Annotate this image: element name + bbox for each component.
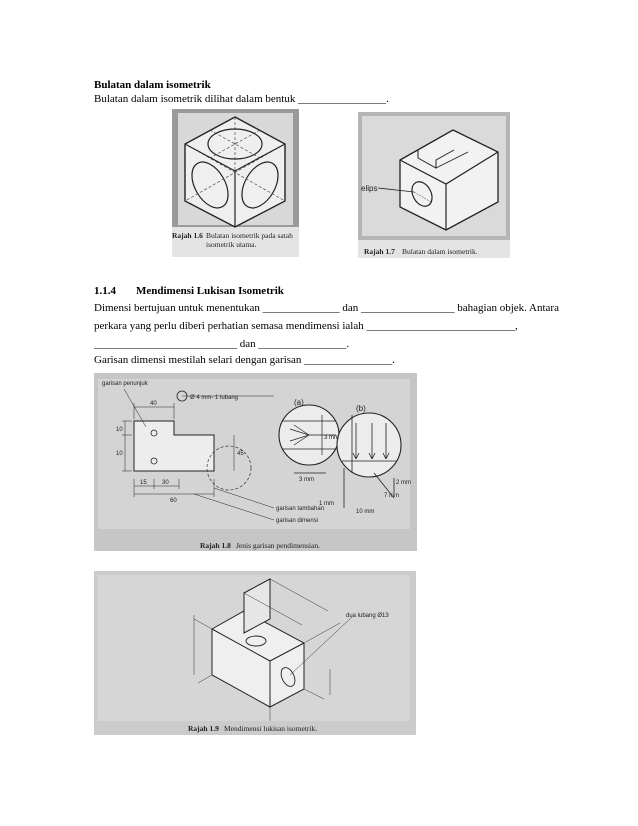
leader-line-label: garisan penunjuk xyxy=(102,381,148,387)
circle-question-line: Bulatan dalam isometrik dilihat dalam bentuk ________________. xyxy=(94,93,389,105)
figure-1-7 xyxy=(358,112,510,258)
extension-line-label: garisan tambahan xyxy=(276,506,325,512)
fig17-caption-text: Bulatan dalam isometrik. xyxy=(402,247,478,256)
fig19-caption-text: Mendimensi lukisan isometrik. xyxy=(224,724,318,733)
isometric-block-ellipse-drawing xyxy=(358,112,510,258)
dim-7mm: 7 mm xyxy=(384,493,399,499)
dimension-line-types-drawing xyxy=(94,373,417,551)
dim-45: 45 xyxy=(237,451,244,457)
two-holes-label: dua lubang Ø13 xyxy=(346,613,389,619)
ellipse-label: elips xyxy=(361,184,378,193)
fig18-caption-number: Rajah 1.8 xyxy=(200,541,231,550)
dim-2mm: 2 mm xyxy=(396,480,411,486)
dimension-paragraph-line2: perkara yang perlu diberi perhatian semasa mendimensi ialah ___________________________, xyxy=(94,320,518,332)
dim-60: 60 xyxy=(170,498,177,504)
figure-1-8 xyxy=(94,373,417,551)
fig18-caption-text: Jenis garisan pendimensian. xyxy=(236,541,320,550)
dim-3mm-a: 3 mm xyxy=(324,435,339,441)
dim-10-left: 10 xyxy=(116,451,123,457)
dimension-paragraph-line4: Garisan dimensi mestilah selari dengan garisan ________________. xyxy=(94,354,395,366)
dimension-line-label: garisan dimensi xyxy=(276,518,319,524)
fig17-caption-number: Rajah 1.7 xyxy=(364,247,395,256)
fig16-caption-line1: Bulatan isometrik pada satah xyxy=(206,231,293,240)
detail-b-label: (b) xyxy=(356,404,366,413)
section-heading-dimension: Mendimensi Lukisan Isometrik xyxy=(136,285,284,297)
dim-10-top: 10 xyxy=(116,427,123,433)
dim-10mm: 10 mm xyxy=(356,509,375,515)
dimension-paragraph-line1: Dimensi bertujuan untuk menentukan ______________ dan _________________ bahagian objek. Antara xyxy=(94,302,559,314)
dim-30: 30 xyxy=(162,480,169,486)
section-number: 1.1.4 xyxy=(94,285,116,297)
fig16-caption-line2: isometrik utama. xyxy=(206,240,257,249)
figure-1-9 xyxy=(94,571,416,735)
figure-1-6 xyxy=(172,109,299,257)
fig16-caption-number: Rajah 1.6 xyxy=(172,231,203,240)
fig19-caption-number: Rajah 1.9 xyxy=(188,724,219,733)
dim-3mm-b: 3 mm xyxy=(299,477,314,483)
hole-label: Ø 4 mm- 1 lubang xyxy=(190,395,239,401)
dim-40: 40 xyxy=(150,401,157,407)
dimension-paragraph-line3: __________________________ dan ________________. xyxy=(94,338,350,350)
detail-a-label: (a) xyxy=(294,398,304,407)
dim-15: 15 xyxy=(140,480,147,486)
dimensioned-isometric-drawing xyxy=(94,571,416,735)
section-heading-circle: Bulatan dalam isometrik xyxy=(94,79,211,91)
dim-1mm: 1 mm xyxy=(319,501,334,507)
